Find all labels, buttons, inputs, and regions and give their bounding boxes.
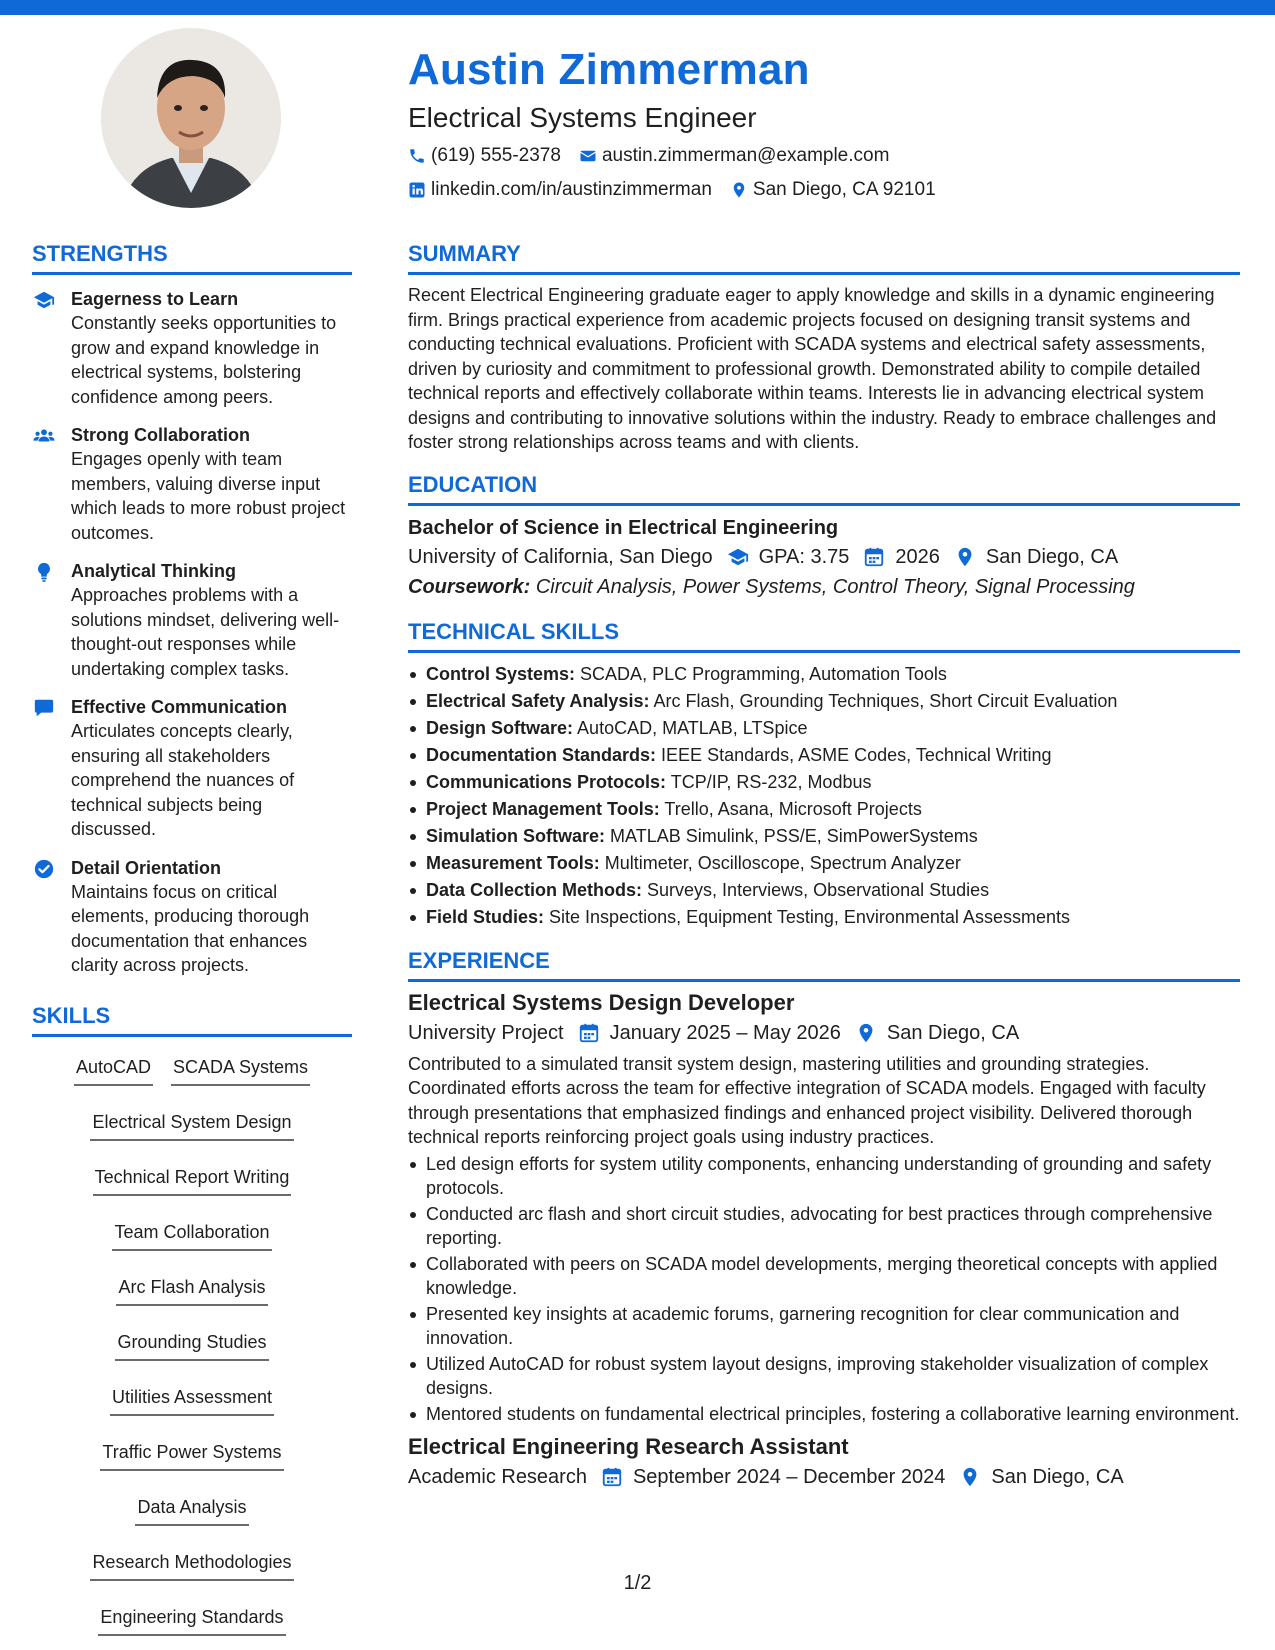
list-item: Documentation Standards: IEEE Standards, ASME Codes, Technical Writing — [408, 742, 1240, 769]
graduation-year: 2026 — [863, 542, 940, 572]
strength-title: Analytical Thinking — [71, 561, 237, 581]
summary-text: Recent Electrical Engineering graduate eager to apply knowledge and skills in a dynamic engineering firm. Brings practical experience from academic projects focused on designing transit systems and conducting technical evaluations. Proficient with SCADA systems and electrical safety assessments, driven by curiosity and commitment to professional growth. Demonstrated ability to compile detailed technical reports and effectively collaborate within teams. Interests lie in advancing electrical system designs and contributing to innovative solutions within the industry. Ready to embrace challenges and foster strong relationships across teams and with clients. — [408, 285, 1217, 452]
skill-tag: Traffic Power Systems — [100, 1436, 283, 1471]
envelope-icon — [579, 147, 597, 165]
phone-icon — [408, 147, 426, 165]
skill-tag: Grounding Studies — [115, 1326, 268, 1361]
degree-name: Bachelor of Science in Electrical Engineering — [408, 516, 839, 539]
linkedin-icon — [408, 181, 426, 199]
strength-title: Strong Collaboration — [71, 425, 250, 445]
strength-desc: Approaches problems with a solutions mindset, delivering well-thought-out responses while undertaking complex tasks. — [71, 585, 340, 679]
check-circle-icon — [33, 858, 57, 880]
job-location: San Diego, CA — [959, 1462, 1123, 1492]
strength-item — [32, 423, 352, 545]
linkedin-contact[interactable] — [408, 176, 712, 204]
skill-tag: Team Collaboration — [112, 1216, 271, 1251]
map-pin-icon — [855, 1022, 877, 1044]
strength-desc: Articulates concepts clearly, ensuring all stakeholders comprehend the nuances of technical subjects being discussed. — [71, 721, 295, 839]
phone-contact[interactable] — [408, 142, 561, 170]
job-title: Electrical Systems Design Developer — [408, 989, 795, 1015]
users-icon — [33, 425, 57, 447]
map-pin-icon — [730, 181, 748, 199]
list-item: Communications Protocols: TCP/IP, RS-232, Modbus — [408, 769, 1240, 796]
left-column — [32, 238, 352, 1636]
chat-bubble-icon — [33, 697, 57, 719]
skill-tag: SCADA Systems — [171, 1051, 310, 1086]
strength-desc: Constantly seeks opportunities to grow and expand knowledge in electrical systems, bolstering confidence among peers. — [71, 313, 337, 407]
calendar-icon — [863, 546, 885, 568]
job-dates: September 2024 – December 2024 — [601, 1462, 945, 1492]
contact-row-2 — [408, 176, 1248, 204]
skill-tag: Utilities Assessment — [110, 1381, 274, 1416]
list-item: Led design efforts for system utility components, enhancing understanding of grounding and safety protocols. — [408, 1152, 1240, 1201]
strength-desc: Engages openly with team members, valuing diverse input which leads to more robust project outcomes. — [71, 449, 346, 543]
graduation-cap-icon — [727, 546, 749, 568]
list-item: Mentored students on fundamental electrical principles, fostering a collaborative learning environment. — [408, 1402, 1240, 1427]
strength-title: Effective Communication — [71, 697, 288, 717]
job-meta — [408, 1462, 1240, 1492]
coursework — [408, 572, 1240, 602]
strengths-heading: STRENGTHS — [32, 238, 352, 275]
list-item: Collaborated with peers on SCADA model developments, merging theoretical concepts with applied knowledge. — [408, 1252, 1240, 1301]
education-heading: EDUCATION — [408, 469, 1240, 506]
list-item: Design Software: AutoCAD, MATLAB, LTSpice — [408, 715, 1240, 742]
strength-item — [32, 287, 352, 409]
lightbulb-icon — [33, 561, 57, 583]
skill-tag: AutoCAD — [74, 1051, 153, 1086]
top-accent-bar — [0, 0, 1275, 15]
strength-item — [32, 695, 352, 842]
list-item: Measurement Tools: Multimeter, Oscilloscope, Spectrum Analyzer — [408, 850, 1240, 877]
calendar-icon — [578, 1022, 600, 1044]
strength-title: Eagerness to Learn — [71, 289, 239, 309]
list-item: Presented key insights at academic forums, garnering recognition for clear communication and innovation. — [408, 1302, 1240, 1351]
list-item: Project Management Tools: Trello, Asana, Microsoft Projects — [408, 796, 1240, 823]
job-dates: January 2025 – May 2026 — [578, 1018, 841, 1048]
strength-title: Detail Orientation — [71, 857, 222, 878]
strength-item — [32, 856, 352, 978]
skills-list — [32, 1051, 352, 1636]
candidate-title: Electrical Systems Engineer — [408, 102, 757, 133]
contact-row-1 — [408, 142, 1248, 170]
job-org: University Project — [408, 1021, 564, 1044]
experience-heading: EXPERIENCE — [408, 945, 1240, 982]
list-item: Field Studies: Site Inspections, Equipment Testing, Environmental Assessments — [408, 904, 1240, 931]
job-bullets — [408, 1152, 1240, 1427]
job-meta — [408, 1018, 1240, 1048]
list-item: Conducted arc flash and short circuit studies, advocating for best practices through comprehensive reporting. — [408, 1202, 1240, 1251]
education-meta — [408, 542, 1240, 572]
skill-tag: Arc Flash Analysis — [116, 1271, 267, 1306]
map-pin-icon — [959, 1466, 981, 1488]
list-item: Control Systems: SCADA, PLC Programming, Automation Tools — [408, 661, 1240, 688]
school-name: University of California, San Diego — [408, 545, 713, 568]
skill-tag: Technical Report Writing — [93, 1161, 292, 1196]
skills-heading: SKILLS — [32, 1000, 352, 1037]
experience-entry — [408, 988, 1240, 1427]
graduation-cap-icon — [33, 289, 57, 311]
coursework-label: Coursework: — [408, 575, 531, 598]
location-contact — [730, 176, 936, 204]
email-contact[interactable] — [579, 142, 890, 170]
phone-text: (619) 555-2378 — [431, 145, 561, 166]
strength-desc: Maintains focus on critical elements, producing thorough documentation that enhances clarity across projects. — [71, 881, 310, 975]
education-location: San Diego, CA — [954, 542, 1118, 572]
gpa: GPA: 3.75 — [727, 542, 850, 572]
technical-skills-list — [408, 661, 1240, 931]
strengths-list — [32, 287, 352, 978]
skill-tag: Engineering Standards — [98, 1601, 285, 1636]
map-pin-icon — [954, 546, 976, 568]
technical-skills-heading: TECHNICAL SKILLS — [408, 616, 1240, 653]
skill-tag: Research Methodologies — [90, 1546, 293, 1581]
linkedin-text: linkedin.com/in/austinzimmerman — [431, 179, 712, 200]
job-location: San Diego, CA — [855, 1018, 1019, 1048]
list-item: Data Collection Methods: Surveys, Interviews, Observational Studies — [408, 877, 1240, 904]
job-description: Contributed to a simulated transit system design, mastering utilities and grounding strategies. Coordinated efforts across the team for effective integration of SCADA models. Engaged with faculty through presentations that emphasized findings and enhanced project visibility. Delivered thorough technical reports reinforcing project goals using industry practices. — [408, 1053, 1206, 1147]
profile-photo — [101, 28, 281, 208]
right-column — [408, 238, 1240, 1492]
strength-item — [32, 559, 352, 681]
experience-entry — [408, 1432, 1240, 1492]
skill-tag: Data Analysis — [135, 1491, 248, 1526]
list-item: Electrical Safety Analysis: Arc Flash, Grounding Techniques, Short Circuit Evaluation — [408, 688, 1240, 715]
resume-header — [408, 42, 1248, 204]
candidate-name: Austin Zimmerman — [408, 45, 810, 94]
list-item: Utilized AutoCAD for robust system layout designs, improving stakeholder visualization of complex designs. — [408, 1352, 1240, 1401]
email-text: austin.zimmerman@example.com — [601, 145, 890, 166]
skill-tag: Electrical System Design — [90, 1106, 293, 1141]
job-title: Electrical Engineering Research Assistant — [408, 1434, 849, 1459]
job-org: Academic Research — [408, 1466, 587, 1488]
calendar-icon — [601, 1466, 623, 1488]
list-item: Simulation Software: MATLAB Simulink, PSS/E, SimPowerSystems — [408, 823, 1240, 850]
summary-heading: SUMMARY — [408, 238, 1240, 275]
page-number: 1/2 — [623, 1572, 652, 1594]
location-text: San Diego, CA 92101 — [752, 179, 936, 200]
coursework-list: Circuit Analysis, Power Systems, Control Theory, Signal Processing — [535, 575, 1135, 598]
